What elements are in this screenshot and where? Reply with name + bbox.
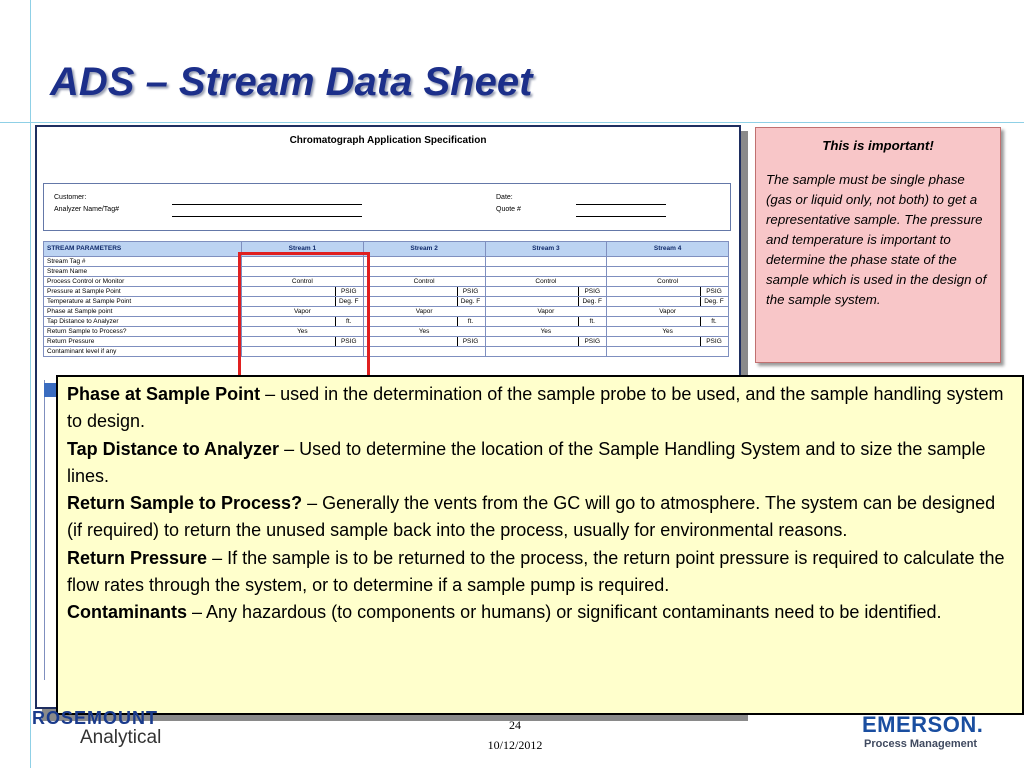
note-text: – Any hazardous (to components or humans) or significant contaminants need to be identified.: [187, 602, 942, 623]
stream-cell: [485, 307, 607, 317]
cell-value: Control: [535, 278, 557, 285]
row-label: Contaminant level if any: [44, 347, 242, 357]
important-callout: [755, 127, 1001, 363]
table-row: [44, 267, 729, 277]
page-number: 24: [509, 718, 521, 732]
unit-label: Deg. F: [335, 297, 360, 306]
stream-cell: [607, 327, 729, 337]
slide-title: ADS – Stream Data Sheet: [50, 60, 533, 104]
stream-cell: [607, 267, 729, 277]
cell-value: Yes: [297, 328, 308, 335]
table-header-row: [44, 242, 729, 257]
row-label: Return Pressure: [44, 337, 242, 347]
note-paragraph: [67, 436, 1014, 491]
process-management-wordmark: Process Management: [864, 738, 978, 750]
cell-value: Yes: [662, 328, 673, 335]
emerson-logo: [862, 712, 1002, 750]
stream-cell: [363, 337, 485, 347]
stream-cell: [485, 317, 607, 327]
row-label: Tap Distance to Analyzer: [44, 317, 242, 327]
cell-value: Control: [291, 278, 313, 285]
note-term: Contaminants: [67, 602, 188, 623]
unit-label: ft.: [457, 317, 482, 326]
unit-label: PSIG: [578, 287, 603, 296]
note-paragraph: [67, 381, 1014, 436]
unit-label: ft.: [700, 317, 725, 326]
table-row: [44, 337, 729, 347]
cell-value: Yes: [418, 328, 430, 335]
note-term: Return Pressure: [67, 547, 208, 568]
note-term: Return Sample to Process?: [67, 493, 303, 514]
note-term: Tap Distance to Analyzer: [67, 438, 280, 459]
analytical-wordmark: Analytical: [80, 727, 162, 748]
unit-label: Deg. F: [700, 297, 725, 306]
decor-vertical-line: [30, 0, 31, 768]
unit-label: PSIG: [700, 287, 725, 296]
unit-label: ft.: [578, 317, 603, 326]
sheet-title: Chromatograph Application Specification: [289, 135, 487, 146]
unit-label: PSIG: [335, 287, 360, 296]
date-label: Date:: [496, 194, 513, 201]
row-label: Pressure at Sample Point: [44, 287, 242, 297]
table-row: [44, 297, 729, 307]
stream-cell: [363, 267, 485, 277]
quote-underline: [576, 216, 666, 217]
note-paragraph: [67, 490, 1014, 545]
column-header: STREAM PARAMETERS: [44, 242, 242, 257]
column-header: Stream 1: [242, 242, 364, 257]
unit-label: ft.: [335, 317, 360, 326]
cell-value: Yes: [540, 328, 552, 335]
stream-cell: [485, 287, 607, 297]
stream-cell: [607, 277, 729, 287]
note-text: – Used to determine the location of the Sample Handling System and to size the sample lines.: [67, 438, 986, 486]
stream-cell: [485, 267, 607, 277]
notes-box: [56, 375, 1024, 715]
stream-cell: [363, 347, 485, 357]
stream-cell: [363, 307, 485, 317]
date-underline: [576, 204, 666, 205]
unit-label: PSIG: [335, 337, 360, 346]
table-row: [44, 287, 729, 297]
note-paragraph: [67, 545, 1014, 600]
column-header: Stream 2: [363, 242, 485, 257]
stream-cell: [485, 337, 607, 347]
row-label: Stream Name: [44, 267, 242, 277]
slide-date: 10/12/2012: [487, 738, 543, 752]
stream-cell: [607, 287, 729, 297]
cell-value: Control: [657, 278, 679, 285]
customer-info-box: [43, 183, 731, 231]
table-row: [44, 327, 729, 337]
rosemount-logo: [32, 708, 161, 749]
emerson-wordmark: EMERSON.: [862, 712, 984, 737]
stream-cell: [607, 317, 729, 327]
table-row: [44, 277, 729, 287]
table-row: [44, 307, 729, 317]
unit-label: PSIG: [700, 337, 725, 346]
unit-label: PSIG: [457, 287, 482, 296]
row-label: Temperature at Sample Point: [44, 297, 242, 307]
note-text: – If the sample is to be returned to the process, the return point pressure is required to calculate the flow rates through the system, or to determine if a sample pump is required.: [67, 547, 1005, 596]
note-text: – used in the determination of the sample probe to be used, and the sample handling system to design.: [67, 384, 1004, 432]
stream-cell: [485, 347, 607, 357]
stream-cell: [363, 257, 485, 267]
unit-label: Deg. F: [457, 297, 482, 306]
analyzer-underline: [172, 216, 362, 217]
decor-horizontal-line: [0, 122, 1024, 123]
row-label: Stream Tag #: [44, 257, 242, 267]
stream-cell: [607, 297, 729, 307]
customer-label: Customer:: [54, 194, 87, 201]
unit-label: Deg. F: [578, 297, 603, 306]
cell-value: Vapor: [659, 308, 677, 315]
note-paragraph: [67, 599, 1014, 626]
table-row: [44, 257, 729, 267]
table-row: [44, 317, 729, 327]
stream-cell: [363, 287, 485, 297]
stream-cell: [363, 317, 485, 327]
stream-cell: [485, 257, 607, 267]
note-text: – Generally the vents from the GC will go to atmosphere. The system can be designed (if required) to return the unused sample back into the process, usually for environmental reasons.: [67, 493, 996, 541]
cell-value: Control: [413, 278, 435, 285]
stream-cell: [607, 337, 729, 347]
stream-cell: [363, 327, 485, 337]
note-term: Phase at Sample Point: [67, 384, 261, 404]
row-label: Return Sample to Process?: [44, 327, 242, 337]
callout-title: This is important!: [822, 138, 934, 153]
quote-label: Quote #: [496, 206, 521, 213]
table-row: [44, 347, 729, 357]
row-label: Process Control or Monitor: [44, 277, 242, 287]
cell-value: Vapor: [293, 308, 311, 315]
stream-cell: [363, 297, 485, 307]
unit-label: PSIG: [457, 337, 482, 346]
stream-cell: [607, 257, 729, 267]
cell-value: Vapor: [415, 308, 433, 315]
column-header: Stream 3: [485, 242, 607, 257]
stream-parameters-table: [43, 241, 729, 357]
row-label: Phase at Sample point: [44, 307, 242, 317]
stream-cell: [485, 297, 607, 307]
callout-body: The sample must be single phase (gas or liquid only, not both) to get a representative sample. The pressure and temperature is important to determine the phase state of the sample which is used in the design of the sample system.: [766, 172, 987, 307]
stream-cell: [485, 277, 607, 287]
stream-cell: [363, 277, 485, 287]
unit-label: PSIG: [578, 337, 603, 346]
analyzer-label: Analyzer Name/Tag#: [54, 206, 119, 213]
rosemount-wordmark: ROSEMOUNT: [32, 708, 158, 728]
stream-cell: [607, 307, 729, 317]
customer-underline: [172, 204, 362, 205]
cell-value: Vapor: [537, 308, 555, 315]
stream-cell: [607, 347, 729, 357]
stream-cell: [485, 327, 607, 337]
column-header: Stream 4: [607, 242, 729, 257]
